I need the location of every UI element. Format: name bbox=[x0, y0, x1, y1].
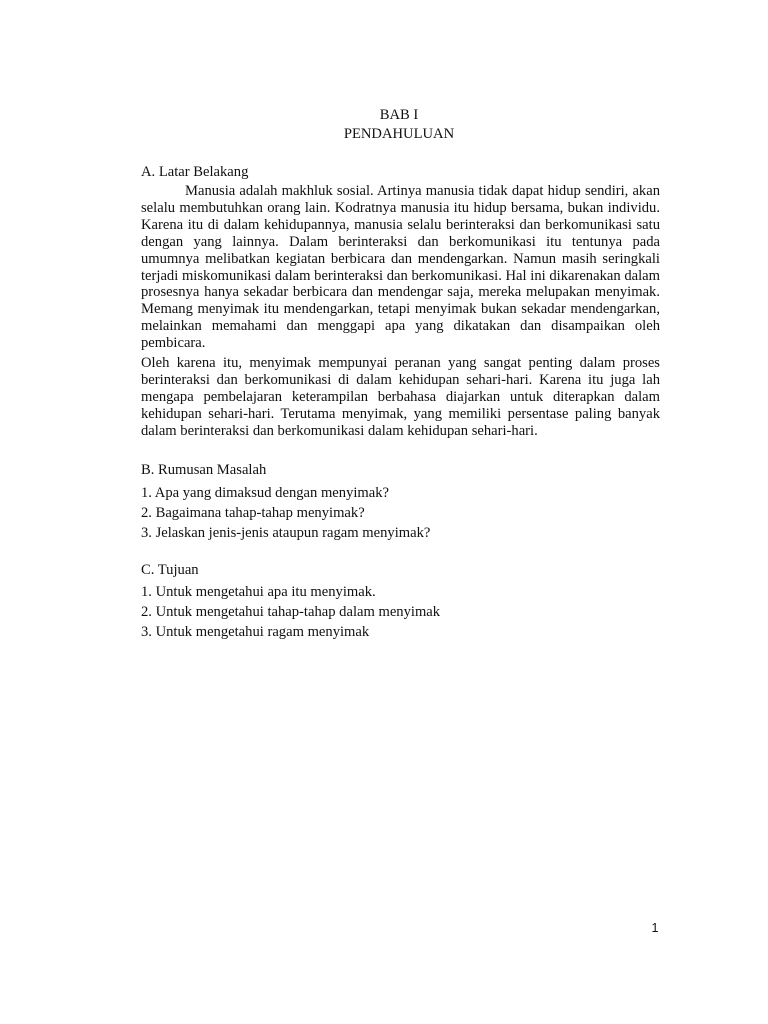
list-item: 3. Jelaskan jenis-jenis ataupun ragam menyimak? bbox=[141, 525, 431, 542]
section-c-list bbox=[141, 582, 660, 643]
page-number: 1 bbox=[651, 921, 659, 935]
list-item: 1. Untuk mengetahui apa itu menyimak. bbox=[141, 584, 376, 600]
section-b-title: B. Rumusan Masalah bbox=[141, 462, 267, 478]
chapter-title: PENDAHULUAN bbox=[343, 126, 455, 142]
list-item: 1. Apa yang dimaksud dengan menyimak? bbox=[141, 485, 390, 501]
section-a-paragraph-1: Manusia adalah makhluk sosial. Artinya manusia tidak dapat hidup sendiri, akan selalu membutuhkan orang lain. Kodratnya manusia itu hidup bersama, bukan individu. Karena itu di dalam kehidupannya, manusia selalu berinteraksi dan berkomunikasi satu dengan yang lainnya. Dalam berinteraksi dan berkomunikasi itu tentunya pada umumnya melibatkan kegiatan berbicara dan mendengarkan. Namun masih seringkali terjadi miskomunikasi dalam berinteraksi dan berkomunikasi. Hal ini dikarenakan dalam prosesnya hanya sekadar berbicara dan mendengar saja, mereka melupakan menyimak. Memang menyimak itu mendengarkan, tetapi menyimak bukan sekadar mendengarkan, melainkan memahami dan menggapi apa yang dikatakan dan disampaikan oleh pembicara. bbox=[141, 183, 660, 352]
section-b-list bbox=[141, 483, 660, 544]
list-item: 2. Untuk mengetahui tahap-tahap dalam menyimak bbox=[141, 604, 441, 621]
chapter-number: BAB I bbox=[379, 107, 419, 123]
list-item: 3. Untuk mengetahui ragam menyimak bbox=[141, 624, 370, 641]
section-a-paragraph-2: Oleh karena itu, menyimak mempunyai peranan yang sangat penting dalam proses berinteraksi dan berkomunikasi di dalam kehidupan sehari-hari. Karena itu juga lah mengapa pembelajaran keterampilan berbahasa diajarkan untuk diterapkan dalam kehidupan sehari-hari. Terutama menyimak, yang memiliki persentase paling banyak dalam berinteraksi dan berkomunikasi dalam kehidupan sehari-hari. bbox=[141, 355, 660, 439]
section-a-title: A. Latar Belakang bbox=[141, 164, 249, 180]
list-item: 2. Bagaimana tahap-tahap menyimak? bbox=[141, 505, 365, 522]
section-c-title: C. Tujuan bbox=[141, 562, 199, 578]
